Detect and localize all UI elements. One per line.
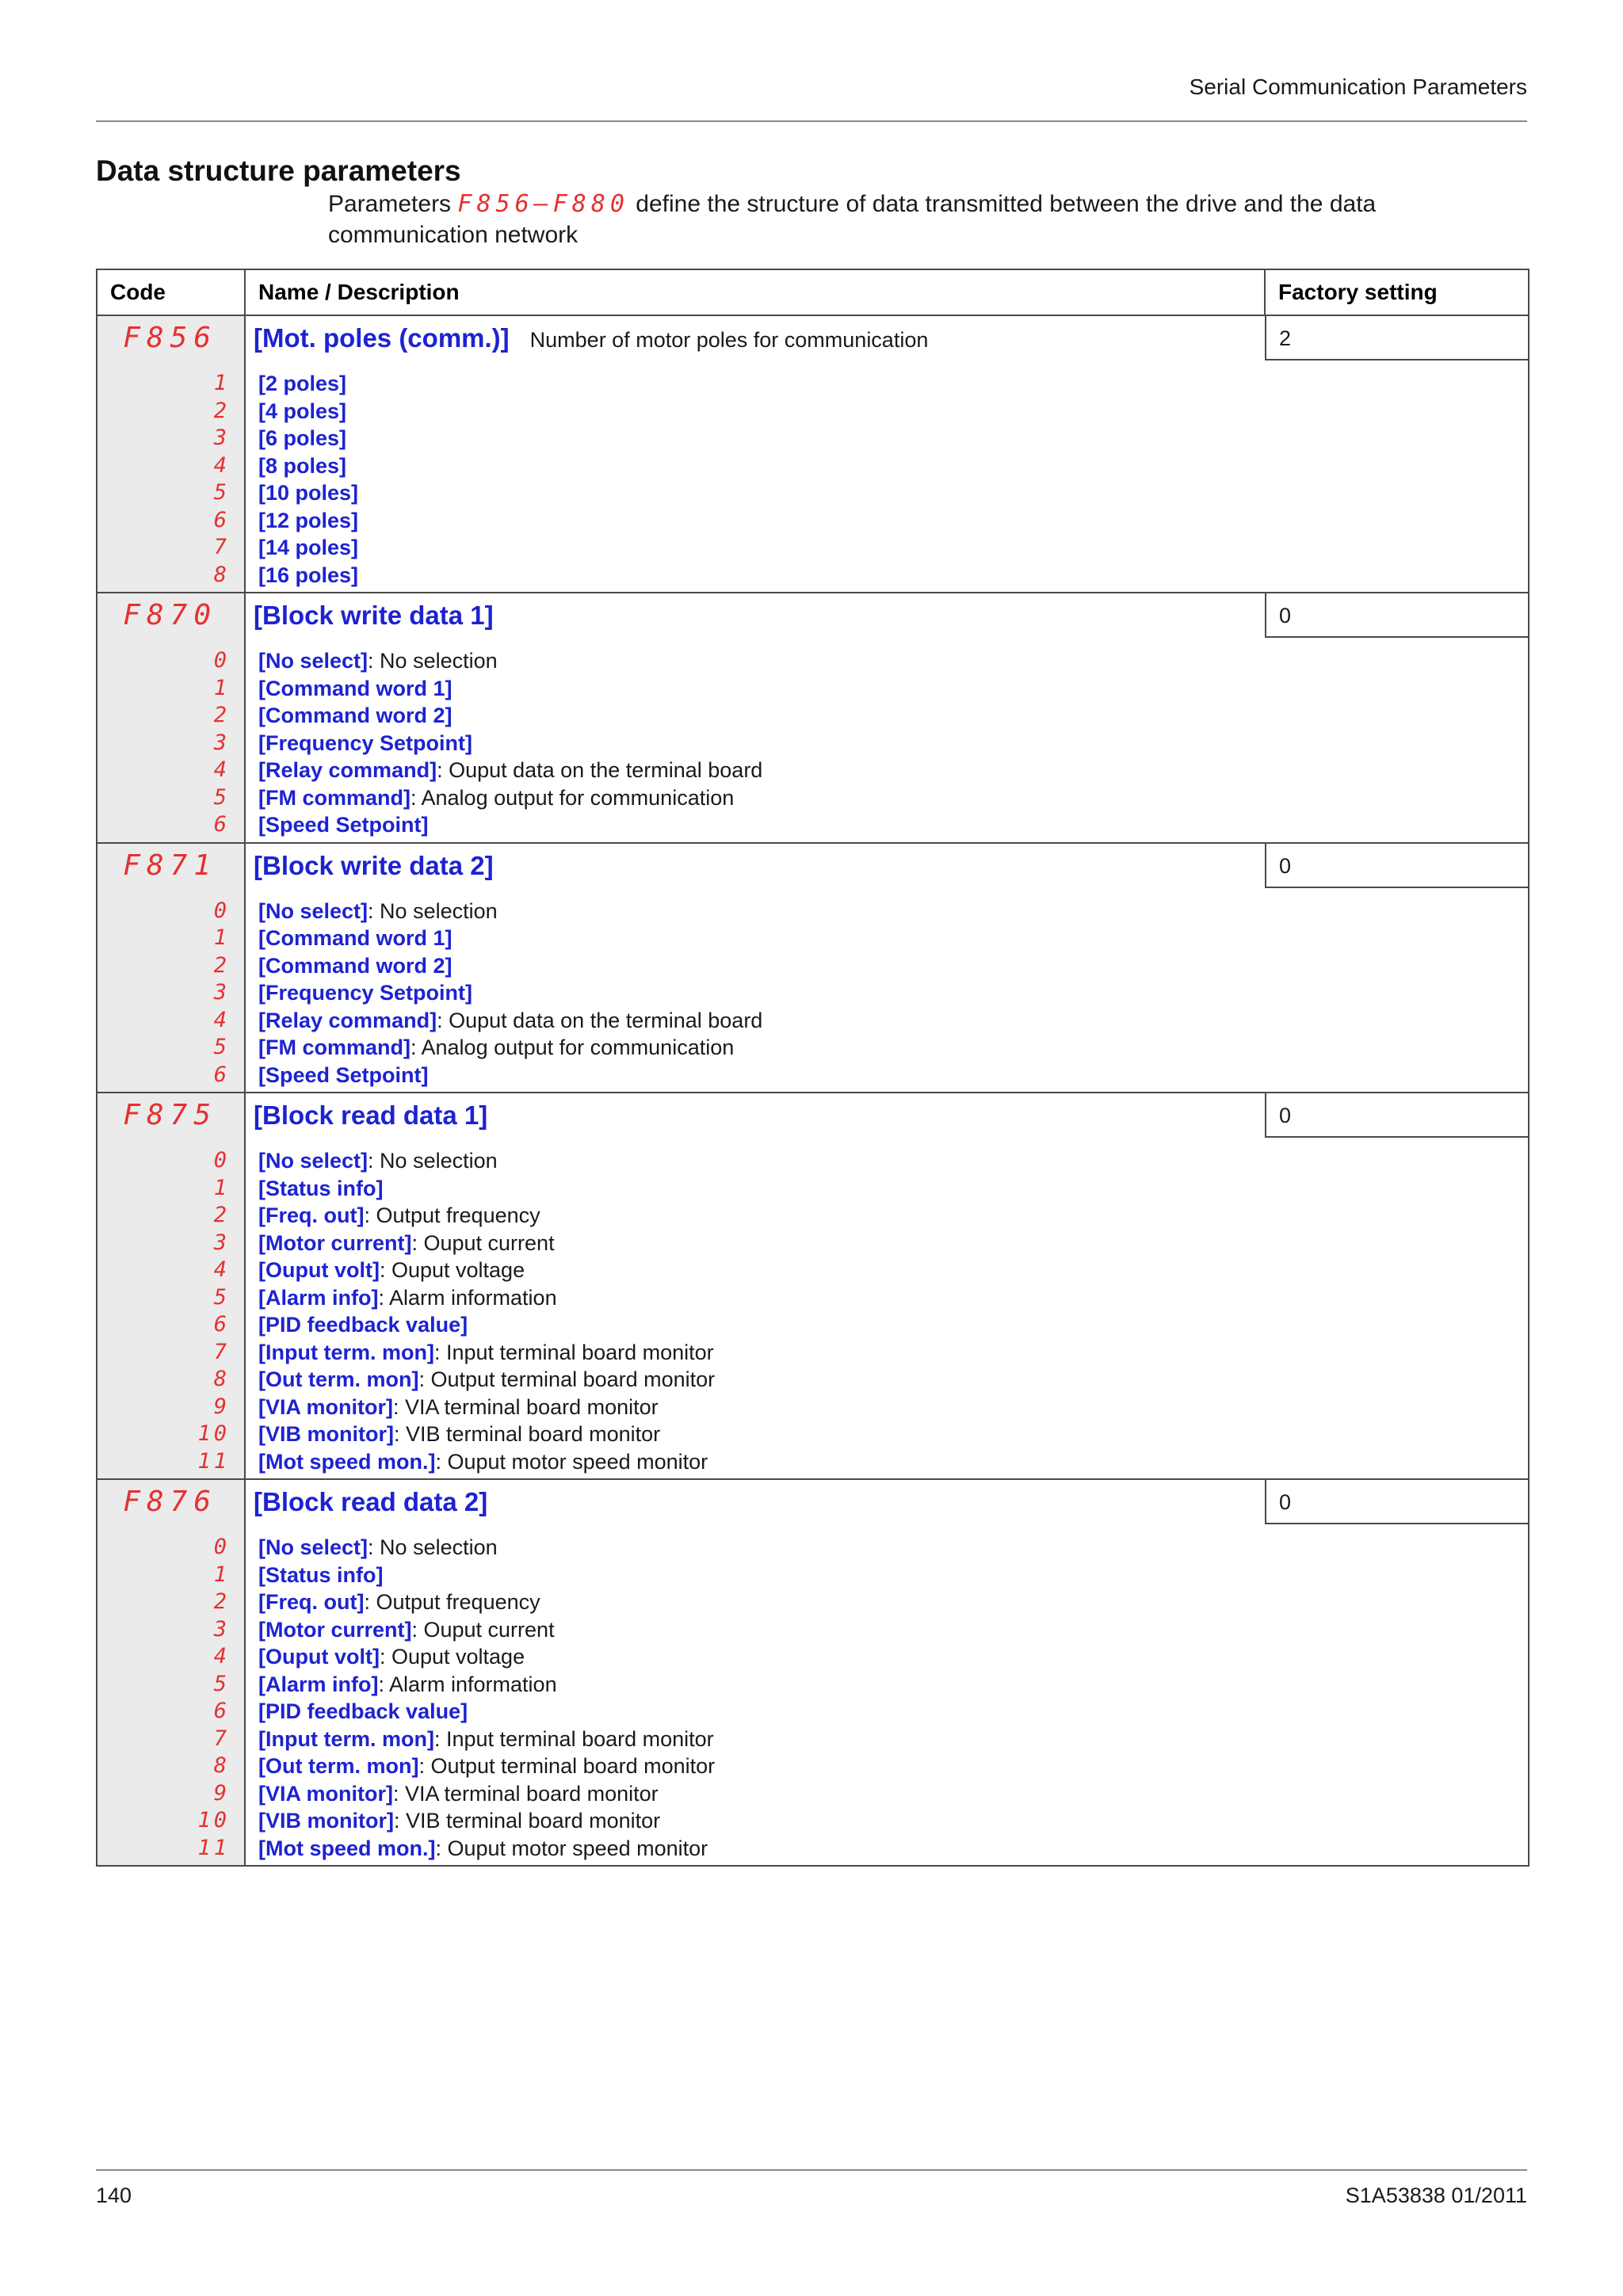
option-code: 1 — [213, 1562, 230, 1587]
option-item — [246, 1257, 1265, 1284]
option-code: 10 — [197, 1808, 230, 1833]
option-item — [246, 1230, 1265, 1257]
option-item — [246, 398, 1265, 425]
option-item — [246, 1339, 1265, 1367]
description-cell — [245, 315, 1265, 593]
option-description: : Ouput voltage — [379, 1645, 525, 1669]
option-code: 11 — [197, 1835, 230, 1860]
option-label: [Frequency Setpoint] — [258, 981, 473, 1005]
description-cell — [245, 1093, 1265, 1479]
option-label: [8 poles] — [258, 453, 347, 478]
parameter-row — [97, 1093, 1529, 1479]
option-codes — [97, 1147, 244, 1478]
option-label: [Relay command] — [258, 758, 437, 782]
option-code: 6 — [213, 1062, 230, 1087]
option-label: [Motor current] — [258, 1617, 412, 1642]
section-title: Data structure parameters — [96, 154, 461, 187]
option-item — [246, 1034, 1265, 1062]
running-header: Serial Communication Parameters — [1189, 74, 1527, 99]
option-label: [Command word 1] — [258, 676, 453, 700]
description-cell — [245, 1479, 1265, 1866]
option-code: 8 — [213, 1753, 230, 1778]
option-description: : Ouput motor speed monitor — [435, 1449, 708, 1474]
option-label: [No select] — [258, 1535, 369, 1559]
option-label: [16 poles] — [258, 563, 359, 587]
parameter-heading — [246, 1093, 1265, 1138]
option-description: : VIB terminal board monitor — [393, 1422, 661, 1446]
option-code: 7 — [213, 535, 230, 559]
option-label: [Alarm info] — [258, 1285, 379, 1310]
option-description: : Alarm information — [378, 1672, 557, 1696]
parameter-heading — [246, 316, 1265, 360]
option-label: [6 poles] — [258, 426, 347, 450]
option-item — [246, 1671, 1265, 1699]
parameter-name: [Block write data 1] — [254, 601, 494, 630]
option-label: [VIA monitor] — [258, 1394, 393, 1419]
parameter-row — [97, 593, 1529, 843]
option-item — [246, 1421, 1265, 1448]
option-item — [246, 452, 1265, 480]
option-list — [246, 898, 1265, 1093]
option-description: : Input terminal board monitor — [433, 1726, 714, 1751]
option-description: : Output terminal board monitor — [418, 1754, 716, 1778]
option-label: [Ouput volt] — [258, 1645, 380, 1669]
parameter-name: [Block read data 1] — [254, 1100, 488, 1130]
option-label: [Status info] — [258, 1176, 384, 1200]
option-code: 4 — [213, 757, 230, 782]
option-codes — [97, 1534, 244, 1865]
option-code: 4 — [213, 1257, 230, 1282]
option-code: 1 — [213, 675, 230, 700]
option-label: [14 poles] — [258, 536, 359, 559]
option-code: 2 — [213, 398, 230, 423]
option-code: 4 — [213, 1644, 230, 1669]
intro-prefix: Parameters — [328, 191, 458, 217]
parameter-code: F871 — [123, 849, 217, 882]
option-description: : Output frequency — [364, 1203, 540, 1227]
factory-cell — [1265, 1479, 1529, 1866]
option-item — [246, 730, 1265, 757]
option-item — [246, 1448, 1265, 1476]
parameter-heading — [246, 1480, 1265, 1524]
option-label: [PID feedback value] — [258, 1313, 468, 1337]
option-item — [246, 1726, 1265, 1753]
factory-setting-value: 0 — [1265, 593, 1528, 638]
description-cell — [245, 593, 1265, 843]
option-description: : No selection — [368, 1149, 498, 1173]
option-item — [246, 507, 1265, 535]
option-code: 2 — [213, 952, 230, 978]
option-list — [246, 370, 1265, 592]
option-item — [246, 898, 1265, 925]
option-label: [Freq. out] — [258, 1203, 365, 1227]
option-label: [Out term. mon] — [258, 1754, 419, 1778]
option-item — [246, 1062, 1265, 1089]
option-code: 1 — [213, 371, 230, 395]
option-code: 6 — [213, 812, 230, 837]
option-label: [Status info] — [258, 1562, 384, 1587]
header-factory: Factory setting — [1265, 269, 1529, 315]
option-label: [VIB monitor] — [258, 1422, 394, 1446]
option-code: 0 — [213, 898, 230, 923]
option-item — [246, 1753, 1265, 1780]
option-item — [246, 1835, 1265, 1863]
code-cell — [97, 315, 245, 593]
parameter-code: F856 — [123, 322, 217, 354]
option-code: 4 — [213, 452, 230, 478]
option-code: 0 — [213, 648, 230, 673]
footer-rule — [96, 2169, 1527, 2171]
header-code: Code — [97, 269, 245, 315]
option-code: 2 — [213, 703, 230, 727]
parameter-heading — [246, 844, 1265, 888]
option-code: 3 — [213, 980, 230, 1005]
option-description: : Alarm information — [378, 1285, 557, 1310]
option-code: 8 — [213, 1367, 230, 1391]
option-code: 5 — [213, 1284, 230, 1310]
option-code: 4 — [213, 1007, 230, 1032]
intro-suffix: define the structure of data transmitted between the drive and the data communication network — [328, 191, 1377, 248]
page-number: 140 — [96, 2183, 132, 2207]
option-item — [246, 675, 1265, 703]
option-code: 6 — [213, 1312, 230, 1337]
option-list — [246, 1147, 1265, 1478]
option-item — [246, 1366, 1265, 1394]
option-code: 3 — [213, 730, 230, 755]
option-code: 7 — [213, 1339, 230, 1364]
option-description: : VIB terminal board monitor — [393, 1809, 661, 1833]
option-code: 0 — [213, 1535, 230, 1559]
header-name: Name / Description — [245, 269, 1265, 315]
option-item — [246, 1534, 1265, 1562]
option-item — [246, 1284, 1265, 1312]
factory-cell — [1265, 843, 1529, 1093]
option-item — [246, 562, 1265, 589]
factory-setting-value: 0 — [1265, 1093, 1528, 1138]
option-description: : Input terminal board monitor — [433, 1340, 714, 1364]
intro-dash: – — [533, 190, 553, 218]
option-item — [246, 1780, 1265, 1808]
option-list — [246, 1534, 1265, 1865]
factory-cell — [1265, 315, 1529, 593]
option-label: [Speed Setpoint] — [258, 1062, 429, 1087]
description-cell — [245, 843, 1265, 1093]
option-codes — [97, 647, 244, 842]
option-item — [246, 1807, 1265, 1835]
option-code: 5 — [213, 784, 230, 810]
parameter-name: [Block read data 2] — [254, 1487, 488, 1516]
intro-code-end: F880 — [552, 190, 629, 218]
option-item — [246, 1202, 1265, 1230]
option-description: : Output frequency — [364, 1590, 540, 1614]
factory-setting-value: 2 — [1265, 316, 1528, 360]
option-code: 5 — [213, 1035, 230, 1059]
option-code: 10 — [197, 1421, 230, 1446]
option-label: [PID feedback value] — [258, 1699, 468, 1723]
option-description: : No selection — [368, 898, 498, 923]
option-label: [Relay command] — [258, 1008, 437, 1032]
parameter-heading — [246, 593, 1265, 638]
option-code: 3 — [213, 1230, 230, 1255]
parameter-row — [97, 315, 1529, 593]
option-label: [Command word 1] — [258, 926, 453, 950]
option-code: 8 — [213, 562, 230, 587]
option-label: [Mot speed mon.] — [258, 1836, 436, 1860]
option-label: [Freq. out] — [258, 1590, 365, 1614]
option-item — [246, 925, 1265, 952]
parameter-table — [96, 269, 1529, 1867]
code-cell — [97, 843, 245, 1093]
option-description: : Analog output for communication — [411, 1035, 735, 1059]
option-description: : Ouput voltage — [379, 1258, 525, 1282]
option-label: [2 poles] — [258, 372, 347, 395]
option-label: [FM command] — [258, 1035, 411, 1059]
option-label: [No select] — [258, 1149, 369, 1173]
option-item — [246, 534, 1265, 562]
option-label: [Alarm info] — [258, 1672, 379, 1696]
option-label: [Motor current] — [258, 1230, 412, 1255]
option-item — [246, 1147, 1265, 1175]
parameter-name: [Block write data 2] — [254, 850, 494, 880]
option-item — [246, 1643, 1265, 1671]
option-item — [246, 784, 1265, 812]
document-reference: S1A53838 01/2011 — [1345, 2183, 1527, 2207]
option-item — [246, 1616, 1265, 1644]
option-label: [No select] — [258, 649, 369, 673]
parameter-row — [97, 843, 1529, 1093]
option-description: : VIA terminal board monitor — [392, 1781, 659, 1806]
table-header-row — [97, 269, 1529, 315]
option-item — [246, 1562, 1265, 1589]
option-code: 7 — [213, 1726, 230, 1751]
option-item — [246, 1589, 1265, 1616]
option-label: [Ouput volt] — [258, 1258, 380, 1282]
option-description: : VIA terminal board monitor — [392, 1394, 659, 1419]
option-description: : No selection — [368, 1535, 498, 1559]
option-label: [Out term. mon] — [258, 1367, 419, 1391]
option-code: 9 — [213, 1780, 230, 1806]
option-item — [246, 811, 1265, 839]
option-item — [246, 647, 1265, 675]
option-label: [Command word 2] — [258, 953, 453, 978]
option-description: : Ouput data on the terminal board — [437, 1008, 763, 1032]
parameter-code: F876 — [123, 1486, 217, 1518]
option-description: : Analog output for communication — [411, 785, 735, 810]
parameter-code: F870 — [123, 599, 217, 631]
parameter-name: [Mot. poles (comm.)] — [254, 323, 510, 353]
option-description: : Ouput motor speed monitor — [435, 1836, 708, 1860]
option-code: 1 — [213, 1175, 230, 1200]
option-item — [246, 425, 1265, 452]
option-label: [12 poles] — [258, 508, 359, 532]
factory-cell — [1265, 593, 1529, 843]
option-item — [246, 757, 1265, 784]
option-item — [246, 370, 1265, 398]
option-description: : No selection — [368, 649, 498, 673]
option-code: 3 — [213, 1616, 230, 1642]
option-description: : Ouput current — [411, 1617, 555, 1642]
option-label: [Frequency Setpoint] — [258, 730, 473, 755]
option-item — [246, 1007, 1265, 1035]
option-description: : Ouput current — [411, 1230, 555, 1255]
code-cell — [97, 1479, 245, 1866]
factory-setting-value: 0 — [1265, 1480, 1528, 1524]
option-label: [FM command] — [258, 785, 411, 810]
option-label: [Mot speed mon.] — [258, 1449, 436, 1474]
option-codes — [97, 898, 244, 1093]
option-item — [246, 979, 1265, 1007]
option-description: : Ouput data on the terminal board — [437, 758, 763, 782]
option-item — [246, 479, 1265, 507]
option-description: : Output terminal board monitor — [418, 1367, 716, 1391]
option-label: [10 poles] — [258, 481, 359, 505]
factory-cell — [1265, 1093, 1529, 1479]
factory-setting-value: 0 — [1265, 844, 1528, 888]
option-item — [246, 1175, 1265, 1203]
option-code: 1 — [213, 925, 230, 950]
option-item — [246, 702, 1265, 730]
section-intro — [328, 189, 1453, 250]
option-label: [VIA monitor] — [258, 1781, 393, 1806]
option-label: [Command word 2] — [258, 704, 453, 727]
option-code: 11 — [197, 1448, 230, 1474]
option-list — [246, 647, 1265, 842]
option-label: [Input term. mon] — [258, 1726, 434, 1751]
option-code: 9 — [213, 1394, 230, 1419]
parameter-note: Number of motor poles for communication — [529, 328, 929, 352]
option-item — [246, 1698, 1265, 1726]
code-cell — [97, 1093, 245, 1479]
option-label: [VIB monitor] — [258, 1809, 394, 1833]
option-code: 6 — [213, 1699, 230, 1723]
parameter-row — [97, 1479, 1529, 1866]
header-rule — [96, 120, 1527, 122]
option-item — [246, 1394, 1265, 1421]
parameter-rows — [97, 315, 1529, 1866]
option-codes — [97, 370, 244, 592]
option-label: [Input term. mon] — [258, 1340, 434, 1364]
option-code: 0 — [213, 1148, 230, 1173]
option-code: 2 — [213, 1589, 230, 1614]
option-item — [246, 1311, 1265, 1339]
option-code: 2 — [213, 1203, 230, 1227]
option-code: 3 — [213, 425, 230, 450]
option-label: [4 poles] — [258, 399, 347, 423]
parameter-code: F875 — [123, 1099, 217, 1131]
option-label: [Speed Setpoint] — [258, 813, 429, 837]
option-item — [246, 952, 1265, 980]
code-cell — [97, 593, 245, 843]
intro-code-start: F856 — [457, 190, 534, 218]
option-code: 5 — [213, 480, 230, 505]
option-label: [No select] — [258, 898, 369, 923]
option-code: 5 — [213, 1671, 230, 1696]
option-code: 6 — [213, 507, 230, 532]
